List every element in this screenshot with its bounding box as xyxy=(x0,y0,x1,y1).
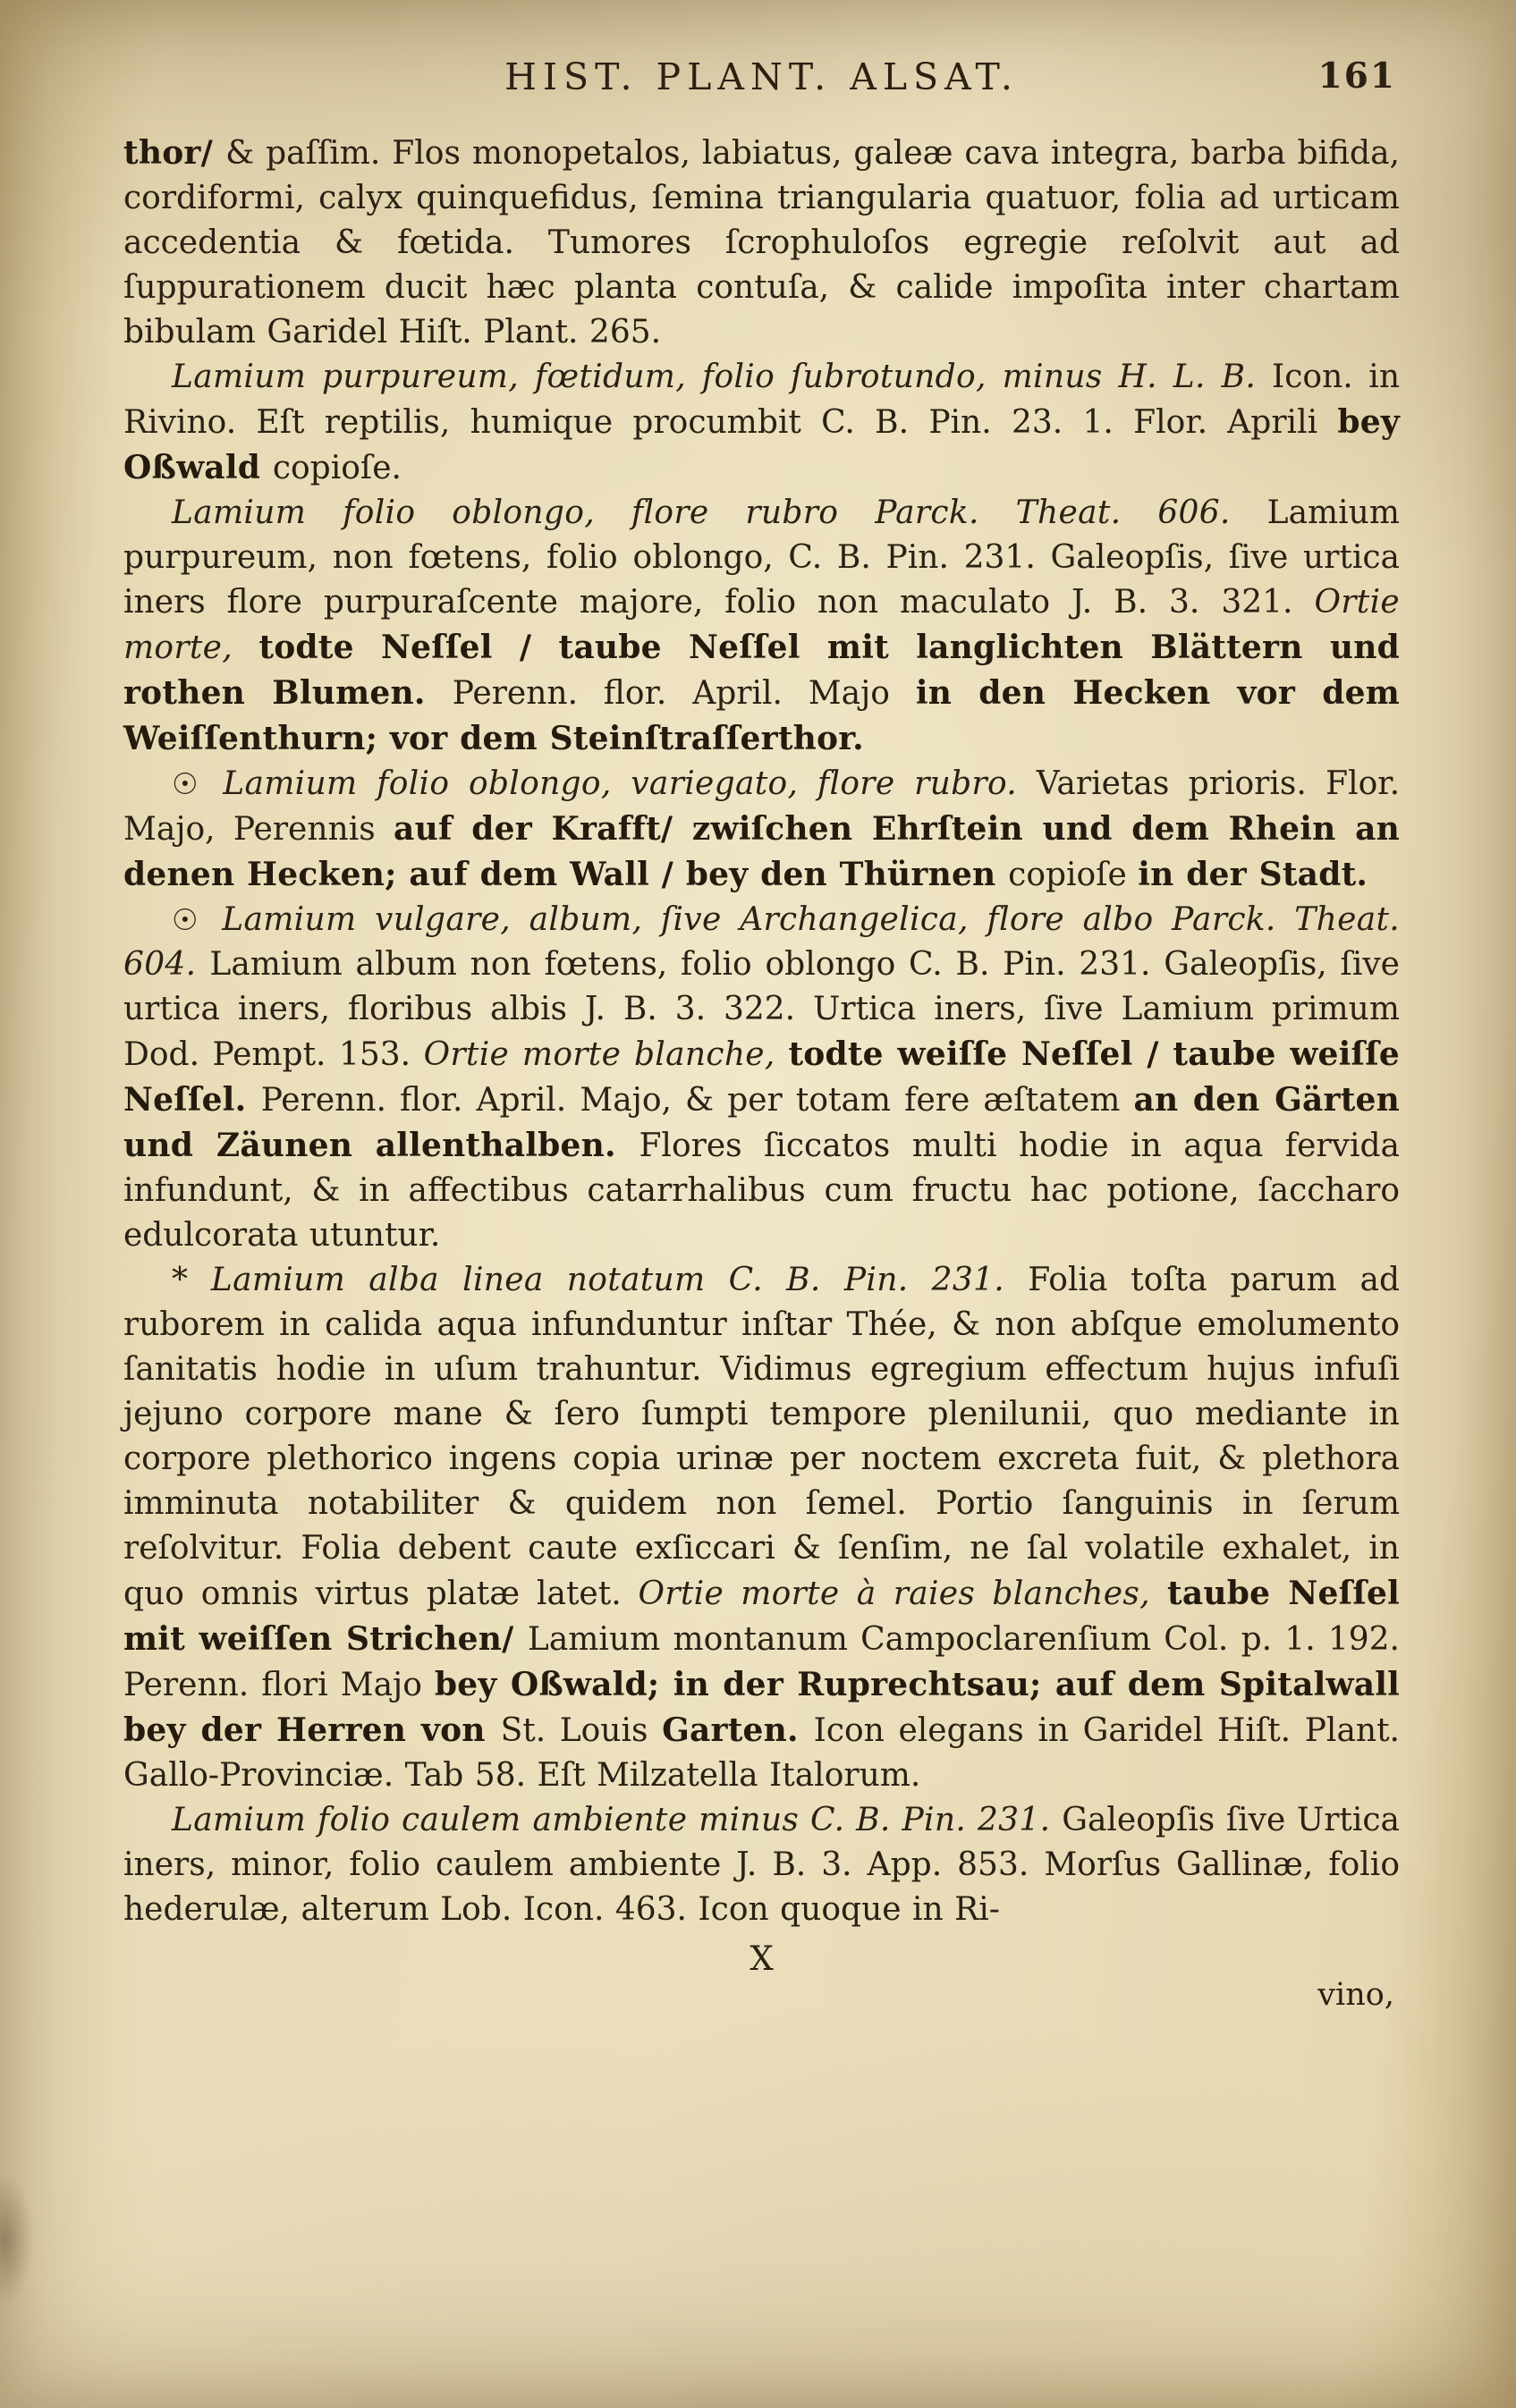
paragraph xyxy=(123,1798,1400,1932)
paragraph xyxy=(123,898,1400,1258)
text-run: Flores ſiccatos multi hodie in aqua fervida infundunt, & in affectibus catarrhalibus cum fructu hac potione, ſaccharo edulcorata utuntur. xyxy=(123,1128,1400,1254)
text-run: Lamium vulgare, album, ſive Archangelica, flore albo Parck. Theat. 604. xyxy=(123,901,1400,983)
paragraph xyxy=(123,131,1400,355)
text-run: taube Neſſel mit weiſſen Strichen/ xyxy=(123,1575,1400,1658)
sun-symbol: ☉ xyxy=(172,766,199,801)
ink-smudge xyxy=(0,2173,34,2307)
text-run: Galeopſis ſive Urtica iners, minor, folio caulem ambiente J. B. 3. App. 853. Morſus Gallinæ, folio hederulæ, alterum Lob. Icon. 463. Icon quoque in Ri- xyxy=(123,1802,1401,1928)
text-run: todte weiſſe Neſſel / taube weiſſe Neſſel. xyxy=(123,1035,1401,1119)
text-run: thor/ xyxy=(123,134,226,172)
signature-mark: X xyxy=(750,1939,774,1978)
text-run: Varietas prioris. Flor. Majo, Perennis xyxy=(123,765,1401,848)
catchword: vino, xyxy=(1317,1977,1394,2013)
text-run: Ortie morte, xyxy=(123,584,1400,666)
text-run: copioſe. xyxy=(272,450,402,486)
text-run: Icon. in Rivino. Eſt reptilis, humique procumbit C. B. Pin. 23. 1. Flor. Aprili xyxy=(123,359,1401,441)
text-run: Lamium folio oblongo, variegato, flore rubro. xyxy=(203,765,1037,802)
text-run: todte Neſſel / taube Neſſel mit langlichten Blättern und rothen Blumen. xyxy=(123,629,1400,712)
page-footer xyxy=(123,1939,1400,2047)
text-run: Perenn. flor. April. Majo, & per totam fere æſtatem xyxy=(260,1082,1134,1119)
text-run: in der Stadt. xyxy=(1138,856,1368,893)
text-run: in den Hecken vor dem Weiſſenthurn; vor dem Steinſtraſſerthor. xyxy=(123,674,1400,757)
text-run: an den Gärten und Zäunen allenthalben. xyxy=(123,1081,1401,1164)
text-run: * xyxy=(172,1262,211,1298)
text-run: Lamium folio caulem ambiente minus C. B. Pin. 231. xyxy=(172,1802,1063,1838)
text-run: Lamium montanum Campoclarenſium Col. p. 1. 192. Perenn. flori Majo xyxy=(123,1621,1401,1703)
text-run: Icon elegans in Garidel Hiſt. Plant. Gallo-Provinciæ. Tab 58. Eſt Milzatella Italorum. xyxy=(123,1712,1401,1794)
body-text xyxy=(123,131,1400,1932)
text-run: St. Louis xyxy=(500,1712,663,1749)
text-run: Perenn. flor. April. Majo xyxy=(452,675,916,712)
sun-symbol: ☉ xyxy=(172,902,199,937)
text-run: bey Oßwald; in der Ruprechtsau; auf dem Spitalwall bey der Herren von xyxy=(123,1666,1401,1749)
paragraph xyxy=(123,1258,1400,1798)
text-run: Ortie morte blanche, xyxy=(423,1036,789,1073)
text-run: copioſe xyxy=(1008,857,1139,893)
text-run: Garten. xyxy=(662,1711,814,1749)
text-run: Lamium folio oblongo, flore rubro Parck. Theat. 606. xyxy=(172,494,1267,531)
paragraph xyxy=(123,762,1400,898)
paragraph xyxy=(123,355,1400,491)
text-run: Lamium alba linea notatum C. B. Pin. 231. xyxy=(210,1262,1029,1298)
text-run: & paſſim. Flos monopetalos, labiatus, galeæ cava integra, barba bifida, cordiformi, calyx quinquefidus, ſemina triangularia quatuor, folia ad urticam accedentia & fœtida. Tumores ſcrophuloſos egregie reſolvit aut ad ſuppurationem ducit hæc planta contuſa, & calide impoſita inter chartam bibulam Garidel Hiſt. Plant. 265. xyxy=(123,135,1401,351)
paragraph xyxy=(123,491,1400,762)
text-run: Lamium purpureum, fœtidum, folio ſubrotundo, minus H. L. B. xyxy=(172,359,1273,395)
text-run: auf der Krafft/ zwiſchen Ehrſtein und dem Rhein an denen Hecken; auf dem Wall / bey den Thürnen xyxy=(123,810,1400,893)
text-run: Folia toſta parum ad ruborem in calida aqua infunduntur inſtar Thée, & non abſque emolumento ſanitatis hodie in uſum trahuntur. Vidimus egregium effectum hujus infuſi jejuno corpore mane & ſero ſumpti tempore plenilunii, quo mediante in corpore plethorico ingens copia urinæ per noctem excreta fuit, & plethora imminuta notabiliter & quidem non ſemel. Portio ſanguinis in ſerum reſolvitur. Folia debent caute exſiccari & ſenſim, ne ſal volatile exhalet, in quo omnis virtus platæ latet. xyxy=(123,1262,1400,1612)
page-header xyxy=(123,55,1400,107)
page-number: 161 xyxy=(1317,55,1396,97)
text-run: Lamium album non fœtens, folio oblongo C. B. Pin. 231. Galeopſis, ſive urtica iners, floribus albis J. B. 3. 322. Urtica iners, ſive Lamium primum Dod. Pempt. 153. xyxy=(123,946,1400,1073)
text-block xyxy=(123,55,1400,2047)
text-run: Ortie morte à raies blanches, xyxy=(638,1576,1168,1612)
running-title: HIST. PLANT. ALSAT. xyxy=(504,55,1019,98)
text-run: Lamium purpureum, non fœtens, folio oblongo, C. B. Pin. 231. Galeopſis, ſive urtica iners flore purpuraſcente majore, folio non maculato J. B. 3. 321. xyxy=(123,494,1400,621)
text-run: bey Oßwald xyxy=(123,403,1400,486)
